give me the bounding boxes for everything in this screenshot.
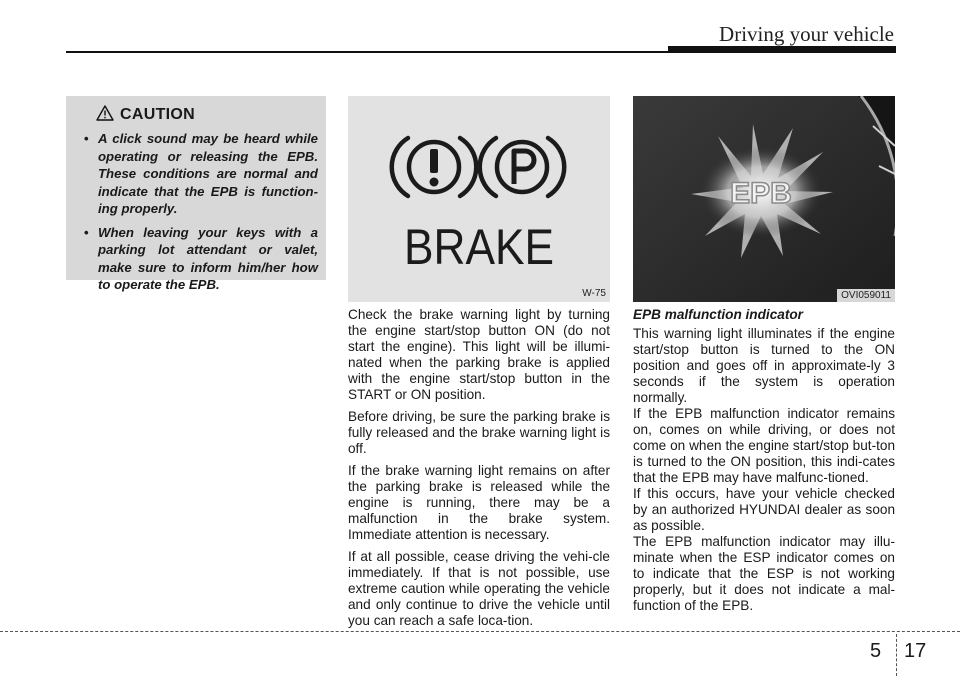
body-paragraph: If the EPB malfunction indicator remains on, comes on while driving, or does not come on when the engine start/stop but-ton is turned to the ON position, this indi-cates that the EPB may have malfunc-tioned. (633, 406, 895, 485)
caution-title: CAUTION (120, 106, 195, 123)
body-paragraph: Before driving, be sure the parking brake is fully released and the brake warning light is off. (348, 409, 610, 456)
header-rule-accent (668, 46, 896, 53)
body-paragraph: The EPB malfunction indicator may illu-minate when the ESP indicator comes on to indicate that the ESP is not working properly, but it does not indicate a mal-function of the EPB. (633, 534, 895, 613)
middle-column (348, 307, 610, 635)
warning-triangle-icon (96, 105, 114, 126)
footer-divider (896, 634, 897, 676)
body-paragraph: If this occurs, have your vehicle checked by an authorized HYUNDAI dealer as soon as possible. (633, 486, 895, 533)
epb-text: EPB (730, 177, 792, 210)
caution-list (76, 130, 318, 294)
brake-text: BRAKE (404, 219, 554, 275)
caution-item: • When leaving your keys with a parking lot attendant or valet, make sure to inform him/her how to operate the EPB. (76, 224, 318, 294)
page-number: 17 (904, 640, 927, 662)
body-paragraph: If the brake warning light remains on after the parking brake is released while the engine is running, there may be a malfunction in the brake system. Immediate attention is necessary. (348, 463, 610, 542)
section-heading: EPB malfunction indicator (633, 307, 803, 322)
body-paragraph: Check the brake warning light by turning the engine start/stop button ON (do not start the engine). This light will be illumi-nated when the parking brake is applied with the engine start/stop button in the START or ON position. (348, 307, 610, 402)
brake-warning-image (348, 96, 610, 302)
body-paragraph: This warning light illuminates if the engine start/stop button is turned to the ON position and goes off in approximate-ly 3 seconds if the system is operation normally. (633, 326, 895, 405)
brake-warning-icon (348, 96, 610, 302)
epb-indicator-image (633, 96, 895, 302)
footer-rule (0, 631, 960, 632)
header-title: Driving your vehicle (719, 22, 894, 46)
chapter-number: 5 (870, 640, 882, 662)
image-label: OVI059011 (837, 289, 895, 302)
epb-cluster-illustration (633, 96, 895, 302)
caution-box (66, 96, 326, 292)
body-paragraph: If at all possible, cease driving the vehi-cle immediately. If that is not possible, use extreme caution while operating the vehicle and only continue to drive the vehicle until you can reach a safe loca-tion. (348, 549, 610, 628)
right-column (633, 307, 895, 614)
image-label: W-75 (582, 288, 606, 299)
caution-header (96, 104, 318, 126)
caution-item: • A click sound may be heard while operating or releasing the EPB. These conditions are normal and indicate that the EPB is function-ing properly. (76, 130, 318, 218)
